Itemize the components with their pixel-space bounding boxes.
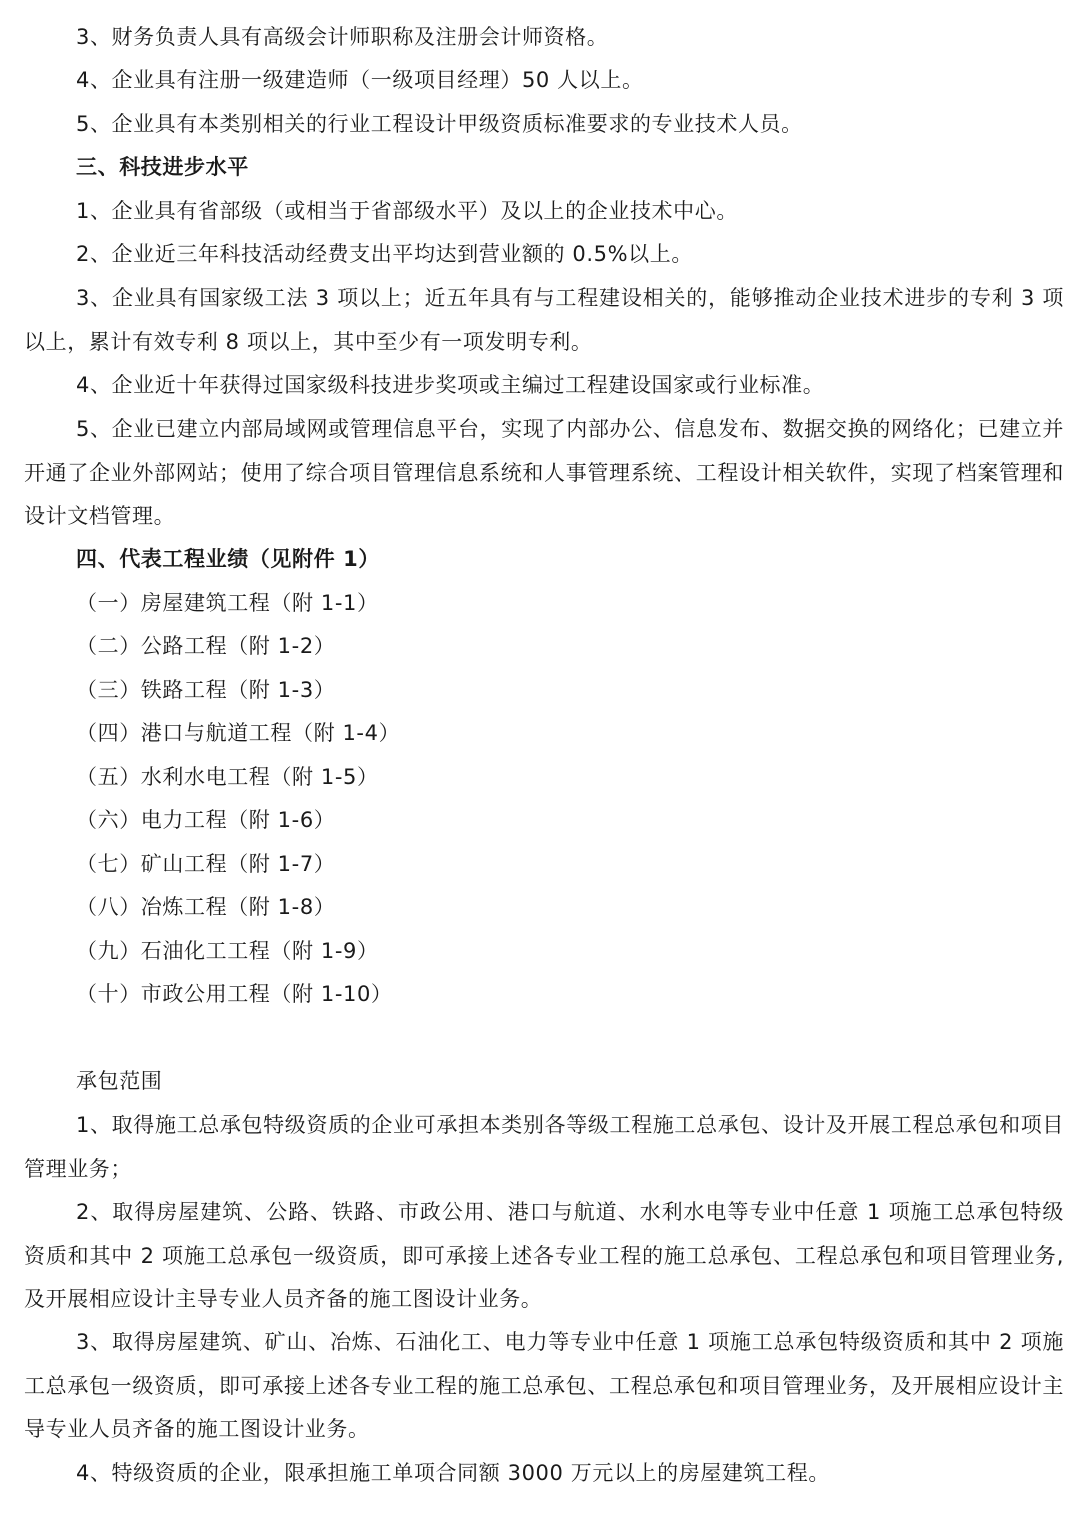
scope-item-1: 1、取得施工总承包特级资质的企业可承担本类别各等级工程施工总承包、设计及开展工程总承包和项目管理业务；	[24, 1113, 1064, 1181]
section-heading-projects: 四、代表工程业绩（见附件 1）	[76, 547, 380, 571]
tech-item-5: 5、企业已建立内部局域网或管理信息平台，实现了内部办公、信息发布、数据交换的网络化；已建立并开通了企业外部网站；使用了综合项目管理信息系统和人事管理系统、工程设计相关软件，实现了档案管理和设计文档管理。	[24, 417, 1064, 528]
qualification-item-4: 4、企业具有注册一级建造师（一级项目经理）50 人以上。	[76, 68, 644, 92]
project-list-item: （五）水利水电工程（附 1-5）	[76, 765, 379, 789]
tech-item-4: 4、企业近十年获得过国家级科技进步奖项或主编过工程建设国家或行业标准。	[76, 373, 825, 397]
project-list-item: （六）电力工程（附 1-6）	[76, 808, 336, 832]
project-list-item: （十）市政公用工程（附 1-10）	[76, 982, 393, 1006]
tech-item-3: 3、企业具有国家级工法 3 项以上；近五年具有与工程建设相关的，能够推动企业技术进步的专利 3 项以上，累计有效专利 8 项以上，其中至少有一项发明专利。	[24, 286, 1064, 354]
project-list-item: （七）矿山工程（附 1-7）	[76, 852, 336, 876]
project-list-item: （八）冶炼工程（附 1-8）	[76, 895, 336, 919]
tech-item-1: 1、企业具有省部级（或相当于省部级水平）及以上的企业技术中心。	[76, 199, 738, 223]
project-list-item: （二）公路工程（附 1-2）	[76, 634, 336, 658]
project-list-item: （九）石油化工工程（附 1-9）	[76, 939, 379, 963]
project-list-item: （四）港口与航道工程（附 1-4）	[76, 721, 401, 745]
qualification-item-3: 3、财务负责人具有高级会计师职称及注册会计师资格。	[76, 25, 609, 49]
project-list-item: （三）铁路工程（附 1-3）	[76, 678, 336, 702]
qualification-item-5: 5、企业具有本类别相关的行业工程设计甲级资质标准要求的专业技术人员。	[76, 112, 803, 136]
project-list-item: （一）房屋建筑工程（附 1-1）	[76, 591, 379, 615]
scope-item-2: 2、取得房屋建筑、公路、铁路、市政公用、港口与航道、水利水电等专业中任意 1 项施工总承包特级资质和其中 2 项施工总承包一级资质，即可承接上述各专业工程的施工总承包、工程总承包和项目管理业务,及开展相应设计主导专业人员齐备的施工图设计业务。	[24, 1200, 1064, 1311]
tech-item-2: 2、企业近三年科技活动经费支出平均达到营业额的 0.5%以上。	[76, 242, 693, 266]
scope-item-3: 3、取得房屋建筑、矿山、冶炼、石油化工、电力等专业中任意 1 项施工总承包特级资质和其中 2 项施工总承包一级资质，即可承接上述各专业工程的施工总承包、工程总承包和项目管理业务，及开展相应设计主导专业人员齐备的施工图设计业务。	[24, 1330, 1064, 1441]
scope-item-4: 4、特级资质的企业，限承担施工单项合同额 3000 万元以上的房屋建筑工程。	[76, 1461, 830, 1485]
section-heading-tech: 三、科技进步水平	[76, 155, 249, 179]
section-heading-scope: 承包范围	[76, 1069, 163, 1093]
